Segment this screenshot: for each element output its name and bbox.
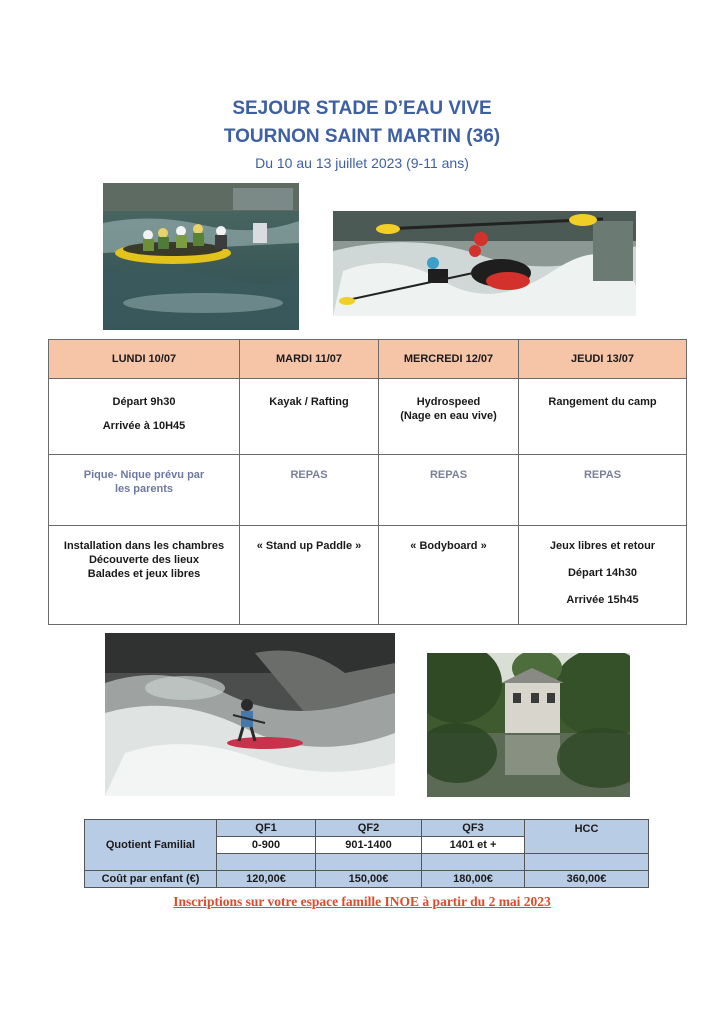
cost-label: Coût par enfant (€) <box>85 871 217 888</box>
morning-mardi-line1: Kayak / Rafting <box>269 396 349 408</box>
afternoon-mardi <box>240 526 379 625</box>
day-header-mardi: MARDI 11/07 <box>240 340 379 379</box>
qf1-header: QF1 <box>217 820 316 837</box>
afternoon-jeudi-line2: Départ 14h30 <box>567 567 638 579</box>
day-header-lundi: LUNDI 10/07 <box>49 340 240 379</box>
morning-mercredi-line1: Hydrospeed <box>416 396 481 408</box>
hcc-price: 360,00€ <box>525 871 649 888</box>
schedule-table <box>48 339 687 625</box>
afternoon-lundi <box>49 526 240 625</box>
qf2-header: QF2 <box>316 820 422 837</box>
afternoon-mercredi-line1: « Bodyboard » <box>410 540 487 552</box>
morning-mardi <box>240 379 379 455</box>
afternoon-mercredi <box>379 526 519 625</box>
morning-jeudi <box>519 379 687 455</box>
lunch-jeudi-text: REPAS <box>583 469 622 481</box>
inscription-notice: Inscriptions sur votre espace famille INOE à partir du 2 mai 2023 <box>173 894 551 909</box>
lunch-lundi-text: Pique- Nique prévu par les parents <box>83 469 205 495</box>
morning-lundi-line1: Départ 9h30 <box>112 396 176 408</box>
qf3-spacer <box>422 854 525 871</box>
mill-photo <box>427 653 630 797</box>
morning-mercredi <box>379 379 519 455</box>
morning-lundi-line2: Arrivée à 10H45 <box>102 420 186 432</box>
hcc-header: HCC <box>525 820 649 854</box>
lunch-mercredi <box>379 455 519 526</box>
pricing-table <box>84 819 649 888</box>
morning-mercredi-line2: (Nage en eau vive) <box>400 410 497 422</box>
qf1-price: 120,00€ <box>217 871 316 888</box>
afternoon-jeudi-line1: Jeux libres et retour <box>549 540 656 552</box>
lunch-lundi <box>49 455 240 526</box>
morning-jeudi-line1: Rangement du camp <box>548 396 657 408</box>
rafting-photo <box>103 183 299 330</box>
lunch-mardi-text: REPAS <box>290 469 328 481</box>
qf3-price: 180,00€ <box>422 871 525 888</box>
hcc-spacer <box>525 854 649 871</box>
day-header-mercredi: MERCREDI 12/07 <box>379 340 519 379</box>
stand-up-paddle-photo <box>105 633 395 796</box>
page-title-line2: TOURNON SAINT MARTIN (36) <box>223 126 501 147</box>
lunch-mercredi-text: REPAS <box>429 469 468 481</box>
day-header-jeudi: JEUDI 13/07 <box>519 340 687 379</box>
qf1-spacer <box>217 854 316 871</box>
quotient-familial-label: Quotient Familial <box>85 820 217 871</box>
afternoon-lundi-line1: Installation dans les chambres <box>63 540 225 552</box>
qf3-header: QF3 <box>422 820 525 837</box>
page-title-line1: SEJOUR STADE D’EAU VIVE <box>232 98 492 119</box>
lunch-jeudi <box>519 455 687 526</box>
qf2-spacer <box>316 854 422 871</box>
hydrospeed-photo <box>333 211 636 316</box>
afternoon-lundi-line3: Balades et jeux libres <box>87 568 201 580</box>
page-dates: Du 10 au 13 juillet 2023 (9-11 ans) <box>255 155 469 171</box>
afternoon-jeudi-line3: Arrivée 15h45 <box>566 594 639 606</box>
morning-lundi <box>49 379 240 455</box>
afternoon-jeudi <box>519 526 687 625</box>
qf2-price: 150,00€ <box>316 871 422 888</box>
afternoon-lundi-line2: Découverte des lieux <box>88 554 200 566</box>
qf2-range: 901-1400 <box>316 837 422 854</box>
qf3-range: 1401 et + <box>422 837 525 854</box>
lunch-mardi <box>240 455 379 526</box>
qf1-range: 0-900 <box>217 837 316 854</box>
afternoon-mardi-line1: « Stand up Paddle » <box>256 540 362 552</box>
